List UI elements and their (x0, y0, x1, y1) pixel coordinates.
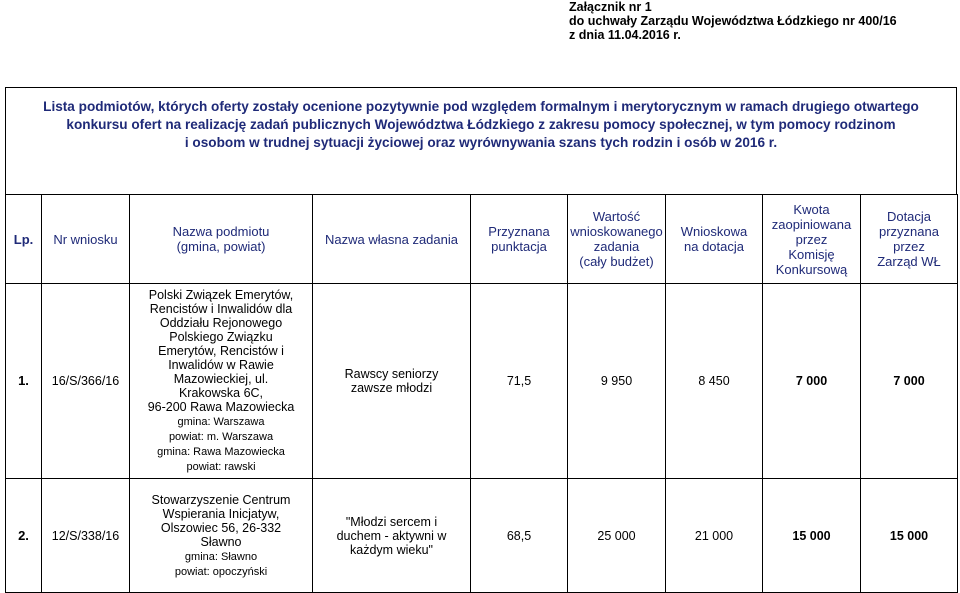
header-annex: Załącznik nr 1 (569, 0, 652, 14)
results-table (5, 194, 958, 593)
col-nazwa-podmiotu: Nazwa podmiotu (gmina, powiat) (130, 195, 313, 284)
document-header (569, 0, 897, 42)
cell-wartosc: 25 000 (568, 479, 666, 593)
cell-wartosc: 9 950 (568, 284, 666, 479)
col-wnioskowana: Wnioskowa na dotacja (666, 195, 763, 284)
title-line-3: i osobom w trudnej sytuacji życiowej oraz wyrównywania szans tych rodzin i osób w 2016 r. (184, 135, 778, 150)
cell-nr: 16/S/366/16 (42, 284, 130, 479)
header-resolution: do uchwały Zarządu Województwa Łódzkiego nr 400/16 (569, 14, 897, 28)
table-header-row (6, 195, 958, 284)
table-row (6, 479, 958, 593)
cell-kwota: 7 000 (763, 284, 861, 479)
title-line-1: Lista podmiotów, których oferty zostały ocenione pozytywnie pod względem formalnym i merytorycznym w ramach drugiego otwartego (43, 99, 919, 114)
cell-lp: 2. (6, 479, 42, 593)
cell-punktacja: 71,5 (471, 284, 568, 479)
title-box (5, 87, 957, 195)
table-row (6, 284, 958, 479)
cell-zadanie: "Młodzi sercem i duchem - aktywni w każdym wieku" (313, 479, 471, 593)
col-wartosc: Wartość wnioskowanego zadania (cały budżet) (568, 195, 666, 284)
cell-zadanie: Rawscy seniorzy zawsze młodzi (313, 284, 471, 479)
col-nr-wniosku: Nr wniosku (42, 195, 130, 284)
cell-podmiot: Stowarzyszenie Centrum Wspierania Inicjatyw, Olszowiec 56, 26-332 Sławno gmina: Sławno powiat: opoczyński (130, 479, 313, 593)
cell-wnioskowana: 8 450 (666, 284, 763, 479)
cell-dotacja: 7 000 (861, 284, 958, 479)
cell-lp: 1. (6, 284, 42, 479)
header-date: z dnia 11.04.2016 r. (569, 28, 681, 42)
cell-kwota: 15 000 (763, 479, 861, 593)
col-kwota: Kwota zaopiniowana przez Komisję Konkursową (763, 195, 861, 284)
cell-podmiot: Polski Związek Emerytów, Rencistów i Inwalidów dla Oddziału Rejonowego Polskiego Związku Emerytów, Rencistów i Inwalidów w Rawie Mazowieckiej, ul. Krakowska 6C, 96-200 Rawa Mazowiecka gmina: Warszawa powiat: m. Warszawa gmina: Rawa Mazowiecka powiat: rawski (130, 284, 313, 479)
cell-dotacja: 15 000 (861, 479, 958, 593)
col-dotacja: Dotacja przyznana przez Zarząd WŁ (861, 195, 958, 284)
title-line-2: konkursu ofert na realizację zadań publicznych Województwa Łódzkiego z zakresu pomocy społecznej, w tym pomocy rodzinom (66, 117, 896, 132)
page-title (6, 98, 956, 152)
cell-punktacja: 68,5 (471, 479, 568, 593)
col-punktacja: Przyznana punktacja (471, 195, 568, 284)
col-lp: Lp. (6, 195, 42, 284)
col-nazwa-zadania: Nazwa własna zadania (313, 195, 471, 284)
cell-nr: 12/S/338/16 (42, 479, 130, 593)
cell-wnioskowana: 21 000 (666, 479, 763, 593)
